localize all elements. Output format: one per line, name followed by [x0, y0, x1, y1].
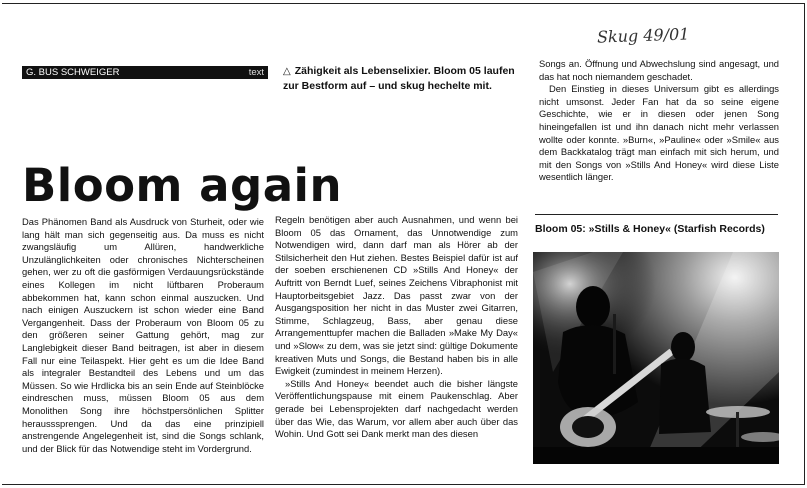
column-3-paragraph-2: Den Einstieg in dieses Universum gibt es allerdings nicht umsonst. Jeder Fan hat da so seine eigene Geschichte, wie er in diesen oder jenen Song hineingefallen ist und ihn danach nicht mehr verlassen wollte oder konnte. »Burn«, »Pauline« oder »Smile« aus dem Backkatalog trägt man einfach mit sich herum, und mit den Songs von »Stills And Honey« wird diese Liste wesentlich länger.: [539, 83, 779, 183]
author-bar: [22, 66, 268, 79]
column-1: [22, 216, 264, 455]
band-photo: [533, 252, 779, 464]
handwritten-note: Skug 49/01: [596, 24, 690, 47]
column-1-paragraph: Das Phänomen Band als Ausdruck von Sturheit, oder wie lang hält man sich gegenseitig aus. Da muss es nicht zwangsläufig um Allüren, handwerkliche Unzulänglichkeiten oder chronisches Nichterscheinen gehen, wer zu oft die gasförmigen Verdauungsrückstände eines Kollegen im nicht lüftbaren Proberaum abbekommen hat, kann schon einmal auszucken. Und nach einigen Auszuckern ist schon wieder eine Band Vergangenheit. Dass der Proberaum von Bloom 05 zu den größeren seiner Gattung gehört, mag zur Langlebigkeit dieser Band beitragen, ist aber in diesem Fall nur eine Teilaspekt. Hier geht es um die Idee Band als integraler Bestandteil des Lebens und um das Müssen. So wie Hrdlicka bis an sein Ende auf Steinblöcke eindreschen muss, müssen Bloom 05 aus dem Monolithen Song ihre höchstpersönlichen Splitter herausssprengen. Und da das eine prinzipiell anstrengende Angelegenheit ist, sind die Songs schlank, und der Blick für das Notwendige steht im Vordergrund.: [22, 216, 264, 454]
column-2-paragraph-1: Regeln benötigen aber auch Ausnahmen, und wenn bei Bloom 05 das Ornament, das Unnotwendige zum Notwendigen wird, dann darf man als Hörer ab der Stilsicherheit den Hut ziehen. Bestes Beispiel dafür ist auf der soeben erschienenen CD »Stills And Honey« der Auftritt von Berndt Luef, seines Zeichens Vibraphonist mit Hauptorbeitsgebiet Jazz. Das passt zwar von der Ausgangsposition her nicht in das Muster zwei Gitarren, Stimme, Schlagzeug, Bass, aber genau diese Arrangementtupfer machen die Balladen »Make My Day« und »Slow« zu dem, was sie jetzt sind: gültige Dokumente kreativen Muts und Songs, die Bestand haben bis in alle Ewigkeit (zumindest in meinem Herzen).: [275, 214, 518, 377]
border-top: [2, 3, 805, 4]
album-caption: Bloom 05: »Stills & Honey« (Starfish Records): [535, 223, 765, 235]
border-right: [804, 3, 805, 485]
column-3-paragraph-1: Songs an. Öffnung und Abwechslung sind angesagt, und das hat noch niemandem geschadet.: [539, 58, 779, 82]
headline: Bloom again: [22, 159, 343, 212]
border-bottom: [2, 484, 805, 485]
concert-photo-image: [533, 252, 779, 464]
author-tag: text: [248, 67, 264, 78]
column-divider: [535, 214, 778, 215]
lead-copy: Zähigkeit als Lebenselixier. Bloom 05 laufen zur Bestform auf – und skug hechelte mit.: [283, 65, 515, 92]
column-3: [539, 58, 779, 184]
author-name: G. BUS SCHWEIGER: [26, 67, 120, 78]
triangle-icon: △: [283, 66, 291, 77]
lead-text: [283, 64, 523, 93]
column-2-paragraph-2: »Stills And Honey« beendet auch die bisher längste Veröffentlichungspause mit einem Paukenschlag. Aber gerade bei Lebensprojekten darf nachgedacht werden über das Wie, das Warum, vor allem aber auch über das Wohin. Und Gott sei Dank merkt man des diesen: [275, 377, 518, 440]
column-2: [275, 214, 518, 441]
